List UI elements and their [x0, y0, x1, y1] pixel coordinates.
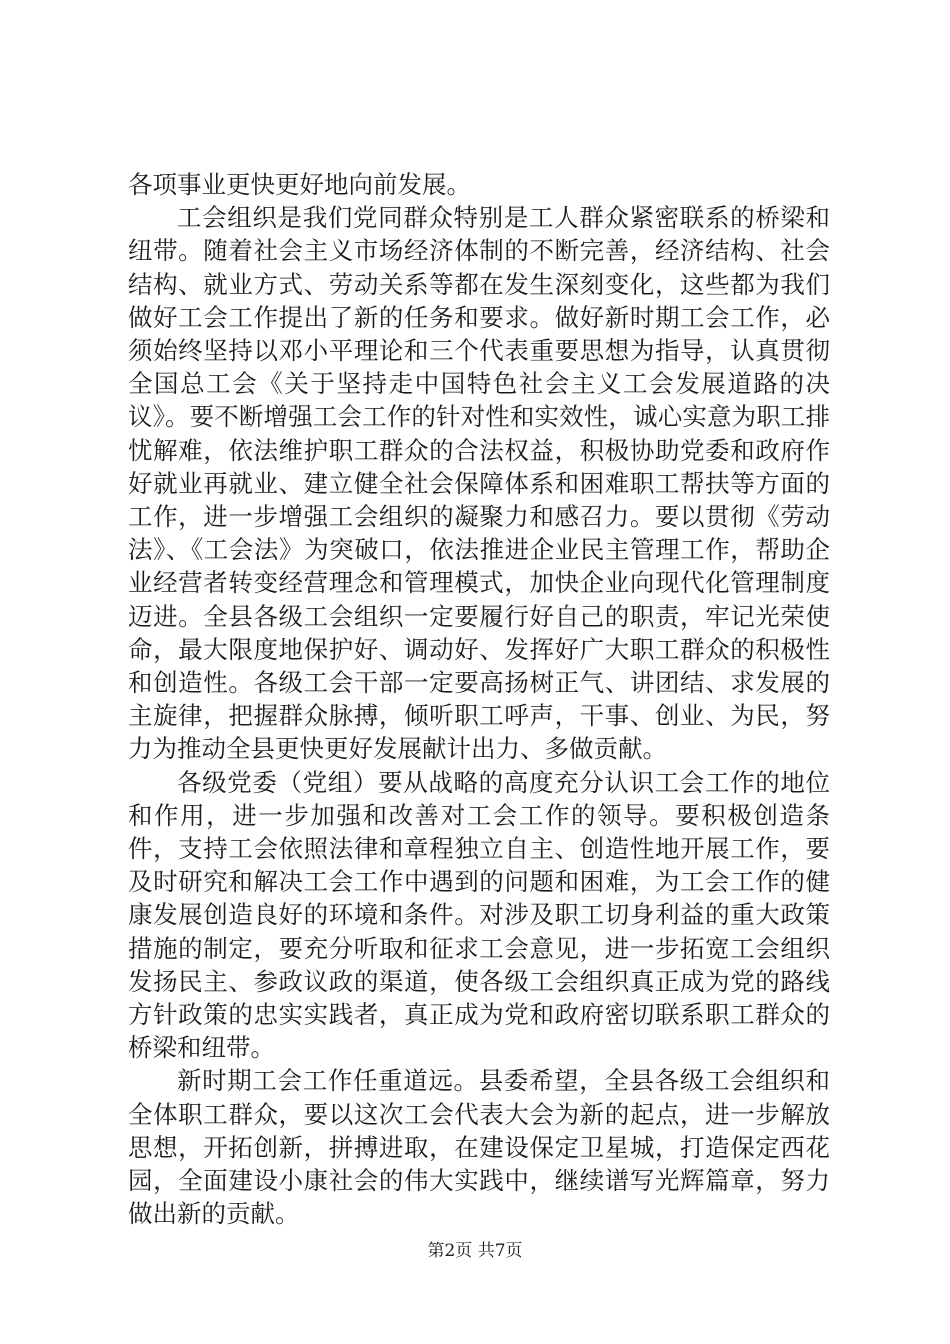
- body-paragraph: 各级党委（党组）要从战略的高度充分认识工会工作的地位和作用，进一步加强和改善对工会工作的领导。要积极创造条件，支持工会依照法律和章程独立自主、创造性地开展工作，要及时研究和解决工会工作中遇到的问题和困难，为工会工作的健康发展创造良好的环境和条件。对涉及职工切身利益的重大政策措施的制定，要充分听取和征求工会意见，进一步拓宽工会组织发扬民主、参政议政的渠道，使各级工会组织真正成为党的路线方针政策的忠实实践者，真正成为党和政府密切联系职工群众的桥梁和纽带。: [128, 767, 830, 1063]
- body-paragraph: 新时期工会工作任重道远。县委希望，全县各级工会组织和全体职工群众，要以这次工会代表大会为新的起点，进一步解放思想，开拓创新，拼搏进取，在建设保定卫星城，打造保定西花园，全面建设小康社会的伟大实践中，继续谱写光辉篇章，努力做出新的贡献。: [128, 1066, 830, 1229]
- page-number-footer: 第2页 共7页: [427, 1241, 523, 1261]
- document-body: [128, 168, 830, 1231]
- body-paragraph: 工会组织是我们党同群众特别是工人群众紧密联系的桥梁和纽带。随着社会主义市场经济体制的不断完善，经济结构、社会结构、就业方式、劳动关系等都在发生深刻变化，这些都为我们做好工会工作提出了新的任务和要求。做好新时期工会工作，必须始终坚持以邓小平理论和三个代表重要思想为指导，认真贯彻全国总工会《关于坚持走中国特色社会主义工会发展道路的决议》。要不断增强工会工作的针对性和实效性，诚心实意为职工排忧解难，依法维护职工群众的合法权益，积极协助党委和政府作好就业再就业、建立健全社会保障体系和困难职工帮扶等方面的工作，进一步增强工会组织的凝聚力和感召力。要以贯彻《劳动法》、《工会法》为突破口，依法推进企业民主管理工作，帮助企业经营者转变经营理念和管理模式，加快企业向现代化管理制度迈进。全县各级工会组织一定要履行好自己的职责，牢记光荣使命，最大限度地保护好、调动好、发挥好广大职工群众的积极性和创造性。各级工会干部一定要高扬树正气、讲团结、求发展的主旋律，把握群众脉搏，倾听职工呼声，干事、创业、为民，努力为推动全县更快更好发展献计出力、多做贡献。: [128, 203, 830, 764]
- body-paragraph: 各项事业更快更好地向前发展。: [128, 170, 471, 199]
